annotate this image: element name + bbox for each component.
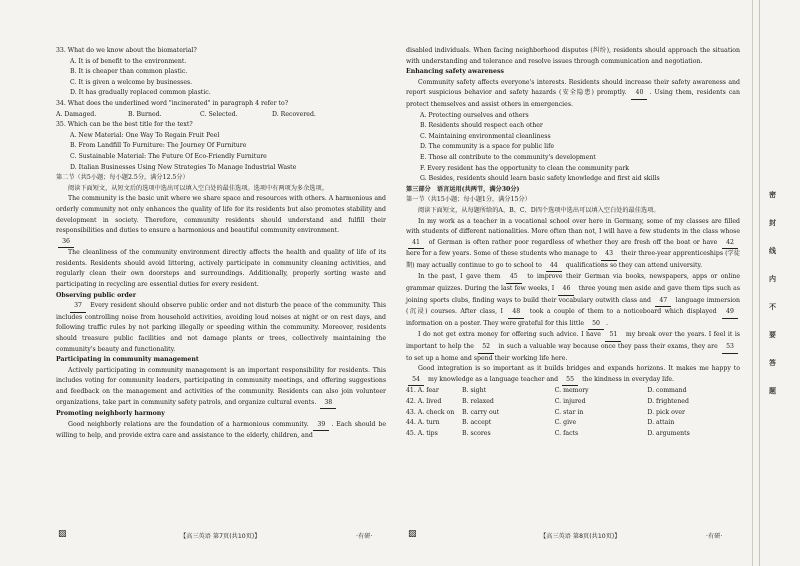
cloze-text: to improve their German via books, newspapers, apps or online grammar quizzes. During the last few weeks, I <box>406 273 741 293</box>
left-column <box>56 46 386 442</box>
paragraph-3-text: Every resident should observe public order and not disturb the peace of the community. This includes controlling noise from household activities, avoiding loud noises at night or on rest days, and following traffic rules by not parking illegally or speeding within the community. Moreover, residents should treasure public facilities and not damage plants or trees, collectively maintaining the community's beauty and functionality. <box>56 302 386 353</box>
blank-54: 54 <box>408 375 424 387</box>
cloze-text: of German is often rather poor regardless of whether they are fresh off the boat or have <box>428 238 718 246</box>
option-cell: B. accept <box>462 419 492 427</box>
binding-margin <box>752 0 800 566</box>
blank-48: 48 <box>508 307 524 319</box>
right-column <box>406 46 740 439</box>
heading-community-management: Participating in community management <box>56 356 199 364</box>
left-footer-brand: ·有研· <box>356 533 373 540</box>
cloze-text: . <box>606 319 608 327</box>
seal-tag: 要 <box>769 331 776 339</box>
section1-title: 第一节（共15小题；每小题1分，满分15分） <box>406 196 531 204</box>
options-table <box>406 386 740 439</box>
option-cell: C. give <box>554 419 577 427</box>
seal-tag: 封 <box>769 219 776 227</box>
left-footer: 【高三英语 第7页(共10页)】 <box>180 533 261 540</box>
blank-52: 52 <box>478 342 494 354</box>
blank-38: 38 <box>320 398 336 410</box>
cloze-text: here for a few years. Some of these students who manage to <box>406 250 598 258</box>
q35-option-d: D. Italian Businesses Using New Strategies To Manage Industrial Waste <box>70 163 297 171</box>
scan-logo-icon: ▨ <box>408 529 417 539</box>
option-cell: 43. A. check on <box>406 408 455 416</box>
cloze-text: qualifications so they can attend university. <box>565 261 703 269</box>
option-cell: C. star in <box>554 408 584 416</box>
cloze-text: Good integration is so important as it builds bridges and expands horizons. It makes me happy to <box>418 365 740 373</box>
choice-g: G. Besides, residents should learn basic safety knowledge and first aid skills <box>420 175 660 183</box>
blank-43: 43 <box>601 249 617 261</box>
section2-instruction: 阅读下面短文，从短文后的选项中选出可以填入空白处的最佳选项。选项中有两项为多余选项。 <box>68 184 328 192</box>
heading-neighborly-harmony: Promoting neighborly harmony <box>56 410 165 418</box>
paragraph-5-text: Good neighborly relations are the foundation of a harmonious community. <box>68 420 309 428</box>
blank-50: 50 <box>588 319 604 331</box>
binding-line <box>759 0 760 566</box>
paragraph-7 <box>406 78 740 111</box>
q33-option-b: B. It is cheaper than common plastic. <box>70 68 188 76</box>
blank-47: 47 <box>655 296 671 308</box>
paragraph-7-text-b: . Using them, residents can protect themselves and assist others in emergencies. <box>406 89 740 108</box>
cloze-paragraph-3 <box>406 330 740 364</box>
seal-tag: 线 <box>769 247 776 255</box>
cloze-text: took a couple of them to a noticeboard which displayed <box>529 308 717 316</box>
blank-49: 49 <box>722 307 738 319</box>
q34-options <box>56 110 386 121</box>
choice-d: D. The community is a space for public life <box>420 143 555 151</box>
section2-title: 第二节（共5小题；每小题2.5分，满分12.5分） <box>56 174 189 182</box>
right-footer: 【高三英语 第8页(共10页)】 <box>540 533 621 540</box>
q35-option-b: B. From Landfill To Furniture: The Journey Of Furniture <box>70 142 247 150</box>
right-footer-brand: ·有研· <box>706 533 723 540</box>
option-cell: D. command <box>647 387 687 395</box>
paragraph-3 <box>56 301 386 355</box>
options-row-45 <box>406 429 740 440</box>
option-cell: C. memory <box>554 387 589 395</box>
options-row-41 <box>406 386 740 397</box>
q33-option-a: A. It is of benefit to the environment. <box>70 57 187 65</box>
cloze-paragraph-4 <box>406 364 740 386</box>
blank-51: 51 <box>605 330 621 342</box>
cloze-text: in such a valuable way because once they pass their exams, they are <box>498 343 718 351</box>
cloze-text: In the past, I gave them <box>418 273 501 281</box>
q34-option-a: A. Damaged. <box>56 110 97 118</box>
blank-40: 40 <box>631 88 647 100</box>
option-cell: D. attain <box>647 419 675 427</box>
option-cell: B. scores <box>462 429 491 437</box>
q33-stem: 33. What do we know about the biomaterial? <box>56 47 197 54</box>
choice-e: E. Those all contribute to the community's development <box>420 153 596 161</box>
heading-safety-awareness: Enhancing safety awareness <box>406 68 504 76</box>
paragraph-1: The community is the basic unit where we share space and resources with others. A harmonious and orderly community not only enhances the quality of life for its residents but also promotes stability and development in society. Therefore, community residents should understand and fulfill their responsibilities and duties to ensure a harmonious and beautiful community environment. <box>56 195 386 235</box>
choice-b: B. Residents should respect each other <box>420 122 543 130</box>
paragraph-4-text: Actively participating in community management is an important responsibility for residents. This includes voting for community leaders, participating in community meetings, and offering suggestions and feedback on the management and activities of the community. Residents can also join volunteer organizations, take part in community safety patrols, and organize cultural events. <box>56 366 386 406</box>
seal-tag: 答 <box>769 359 776 367</box>
paragraph-5-text-b: . Each should be willing to help, and provide extra care and assistance to the elderly, children, and <box>56 420 387 440</box>
paragraph-6: disabled individuals. When facing neighborhood disputes (纠纷), residents should approach the situation with understanding and tolerance and resolve issues through communication and negotiation. <box>406 47 740 65</box>
option-cell: D. pick over <box>647 408 685 416</box>
heading-public-order: Observing public order <box>56 291 137 299</box>
blank-39: 39 <box>313 420 329 432</box>
option-cell: 42. A. lived <box>406 398 442 405</box>
option-cell: C. facts <box>554 429 579 437</box>
option-cell: 44. A. turn <box>406 419 440 427</box>
choice-c: C. Maintaining environmental cleanliness <box>420 132 551 140</box>
q35-option-c: C. Sustainable Material: The Future Of Eco-Friendly Furniture <box>70 152 267 160</box>
option-cell: D. frightened <box>647 398 689 405</box>
blank-36-line <box>56 237 386 249</box>
blank-55: 55 <box>562 375 578 387</box>
cloze-text: language immersion (沉浸) courses. After class, I <box>406 296 741 316</box>
part3-title: 第三部分 语言运用(共两节，满分30分) <box>406 185 520 193</box>
option-cell: 41. A. fear <box>406 387 439 395</box>
cloze-text: my knowledge as a language teacher and <box>427 375 559 383</box>
q33-option-d: D. It has gradually replaced common plastic. <box>70 89 211 97</box>
options-row-44 <box>406 418 740 429</box>
cloze-text: to set up a home and spend their working life here. <box>406 354 568 362</box>
cloze-paragraph-2 <box>406 272 740 330</box>
paragraph-4 <box>56 366 386 409</box>
scan-logo-icon: ▨ <box>58 529 67 539</box>
blank-41: 41 <box>408 238 424 250</box>
q34-option-b: B. Burned. <box>128 110 162 118</box>
option-cell: B. sight <box>462 387 487 395</box>
choice-f: F. Every resident has the opportunity to clean the community park <box>420 164 630 172</box>
cloze-text: the kindness in everyday life. <box>582 375 674 383</box>
q33-option-c: C. It is given a welcome by businesses. <box>70 78 193 86</box>
option-cell: B. relaxed <box>462 398 494 405</box>
paragraph-2: The cleanliness of the community environment directly affects the health and quality of life of its residents. Residents should avoid littering, actively participate in community cleaning activities, and regularly clean their own doorsteps and surroundings. Additionally, properly sorting waste and participating in recycling are essential duties for every resident. <box>56 249 386 289</box>
blank-36: 36 <box>58 237 74 249</box>
option-cell: B. carry out <box>462 408 500 416</box>
cloze-text: three young men aside and gave them tips such as joining sports clubs, finding ways to build their vocabulary outwith class and <box>406 285 741 304</box>
blank-37: 37 <box>70 301 86 313</box>
cloze-text: I do not get extra money for offering such advice. I have <box>418 331 601 339</box>
seal-tag: 题 <box>769 387 776 395</box>
cloze-text: my break over the years. I feel it is important to help the <box>406 331 740 351</box>
q34-option-d: D. Recovered. <box>272 110 316 118</box>
paragraph-5 <box>56 420 386 442</box>
q35-stem: 35. Which can be the best title for the text? <box>56 121 193 129</box>
options-row-43 <box>406 408 740 419</box>
q34-stem: 34. What does the underlined word "incinerated" in paragraph 4 refer to? <box>56 99 289 107</box>
blank-46: 46 <box>558 284 574 296</box>
blank-53: 53 <box>722 342 738 354</box>
cloze-text: In my work as a teacher in a vocational school over here in Germany, some of my classes are filled with students of different nationalities. More often than not, I will have a few students in the class whose <box>406 217 740 236</box>
seal-tag: 密 <box>769 191 776 199</box>
blank-44: 44 <box>546 261 562 273</box>
cloze-text: information on a poster. They were grateful for this little <box>406 319 585 327</box>
options-row-42 <box>406 397 740 408</box>
blank-42: 42 <box>722 238 738 250</box>
q35-option-a: A. New Material: One Way To Regain Fruit Peel <box>70 131 220 139</box>
option-cell: C. injured <box>554 398 586 405</box>
seal-tag: 不 <box>769 303 776 311</box>
blank-45: 45 <box>506 272 522 284</box>
seal-tag: 内 <box>769 275 776 283</box>
q34-option-c: C. Selected. <box>200 110 238 118</box>
paragraph-7-text-a: Community safety affects everyone's interests. Residents should increase their safety awareness and report suspicious behavior and safety hazards (安全隐患) promptly. <box>406 78 740 97</box>
choice-a: A. Protecting ourselves and others <box>420 111 529 119</box>
section1-instruction: 阅读下面短文，从每题所给的A、B、C、D四个选项中选出可以填入空白处的最佳选项。 <box>418 206 660 214</box>
cloze-paragraph-1 <box>406 217 740 273</box>
cloze-text: their three-year apprenticeships (学徒期) may actually continue to go to school to <box>406 250 740 269</box>
option-cell: D. arguments <box>647 429 690 437</box>
option-cell: 45. A. tips <box>406 429 438 437</box>
